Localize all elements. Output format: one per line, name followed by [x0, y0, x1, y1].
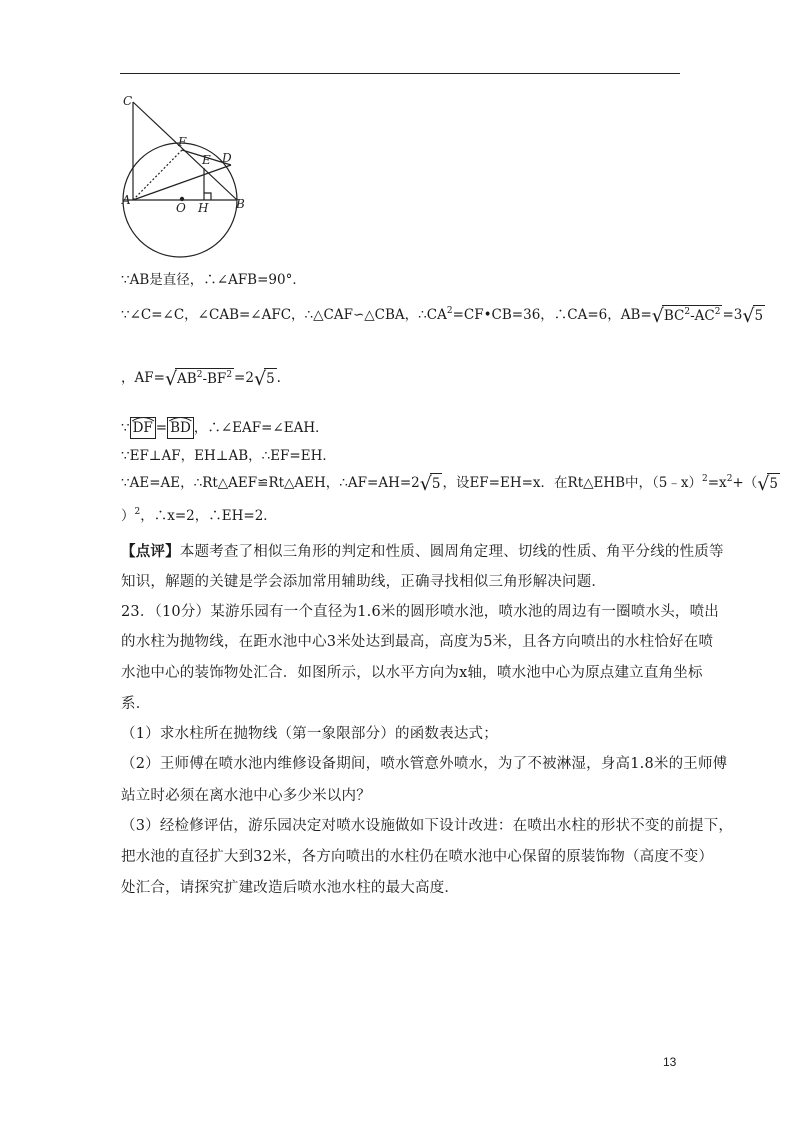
radical-5b: √5 — [253, 367, 275, 390]
radical-5: √5 — [742, 304, 764, 327]
question-1: （1）求水柱所在抛物线（第一象限部分）的函数表达式； — [121, 726, 498, 742]
proof-line-7: ）$^2$，∴x=2，∴EH=2． — [121, 507, 277, 524]
segment-af — [133, 150, 182, 200]
problem-line-3: 水池中心的装饰物处汇合．如图所示，以水平方向为x轴，喷水池中心为原点建立直角坐标 — [121, 665, 703, 681]
comment-line-2: 知识，解题的关键是学会添加常用辅助线，正确寻找相似三角形解决问题． — [121, 574, 607, 590]
header-rule — [120, 73, 680, 74]
question-2b: 站立时必须在离水池中心多少米以内？ — [121, 788, 371, 804]
radical-ab-bf: $√AB^2-BF^2$ — [164, 367, 233, 390]
proof-line-2: ∵∠C=∠C，∠CAB=∠AFC，∴△CAF∽△CBA，$\therefore CA^2=CF•CB=36$，∴CA=6，$AB=√BC^2-AC^2 =3√5$ — [121, 304, 764, 327]
radical-bc-ac: $√BC^2-AC^2$ — [651, 304, 721, 327]
question-3a: （3）经检修评估，游乐园决定对喷水设施做如下设计改进：在喷出水柱的形状不变的前提下， — [121, 818, 734, 834]
radical-5c: √5 — [419, 472, 441, 495]
label-h: H — [198, 201, 209, 215]
label-f: F — [178, 135, 187, 149]
question-3b: 把水池的直径扩大到32米，各方向喷出的水柱仍在喷水池中心保留的原装饰物（高度不变） — [121, 849, 714, 865]
label-a: A — [122, 193, 131, 207]
proof-line-6: ∵AE=AE，∴Rt△AEF≌Rt△AEH，∴AF=AH=2√5 ，设EF=EH=x．在Rt△EHB中，$(5﹣x)^2=x^2+(√5$ — [121, 472, 778, 495]
problem-line-1: 23．（10分）某游乐园有一个直径为1.6米的圆形喷水池，喷水池的周边有一圈喷水头，喷出 — [121, 604, 720, 620]
proof-line-1: ∵AB是直径，∴∠AFB=90°． — [121, 272, 306, 288]
proof-line-5: ∵EF⊥AF，EH⊥AB，∴EF=EH． — [121, 448, 336, 464]
arc-bd: BD — [167, 417, 194, 439]
problem-line-2: 的水柱为抛物线，在距水池中心3米处达到最高，高度为5米，且各方向喷出的水柱恰好在喷 — [121, 634, 714, 650]
label-e: E — [202, 153, 211, 167]
comment-tag: 【点评】 — [121, 543, 180, 560]
question-2a: （2）王师傅在喷水池内维修设备期间，喷水管意外喷水，为了不被淋湿，身高1.8米的王师傅 — [121, 756, 728, 772]
arc-df: DF — [130, 417, 156, 439]
comment-line-1: 【点评】本题考查了相似三角形的判定和性质、圆周角定理、切线的性质、角平分线的性质等 — [121, 543, 724, 560]
geometry-figure — [118, 90, 258, 260]
proof-line-4: ∵ DF = BD ，∴∠EAF=∠EAH． — [121, 417, 329, 439]
problem-line-4: 系． — [121, 696, 151, 712]
question-3c: 处汇合，请探究扩建改造后喷水池水柱的最大高度． — [121, 880, 460, 896]
segment-ad — [133, 165, 231, 200]
label-o: O — [176, 201, 186, 215]
label-c: C — [123, 94, 133, 108]
label-b: B — [236, 197, 245, 211]
proof-line-3: ，$AF=√AB^2-BF^2 =2√5$ . — [121, 367, 281, 390]
label-d: D — [222, 151, 232, 165]
right-angle-mark — [204, 193, 211, 200]
page-number: 13 — [663, 1055, 677, 1069]
radical-5d: √5 — [757, 472, 778, 495]
